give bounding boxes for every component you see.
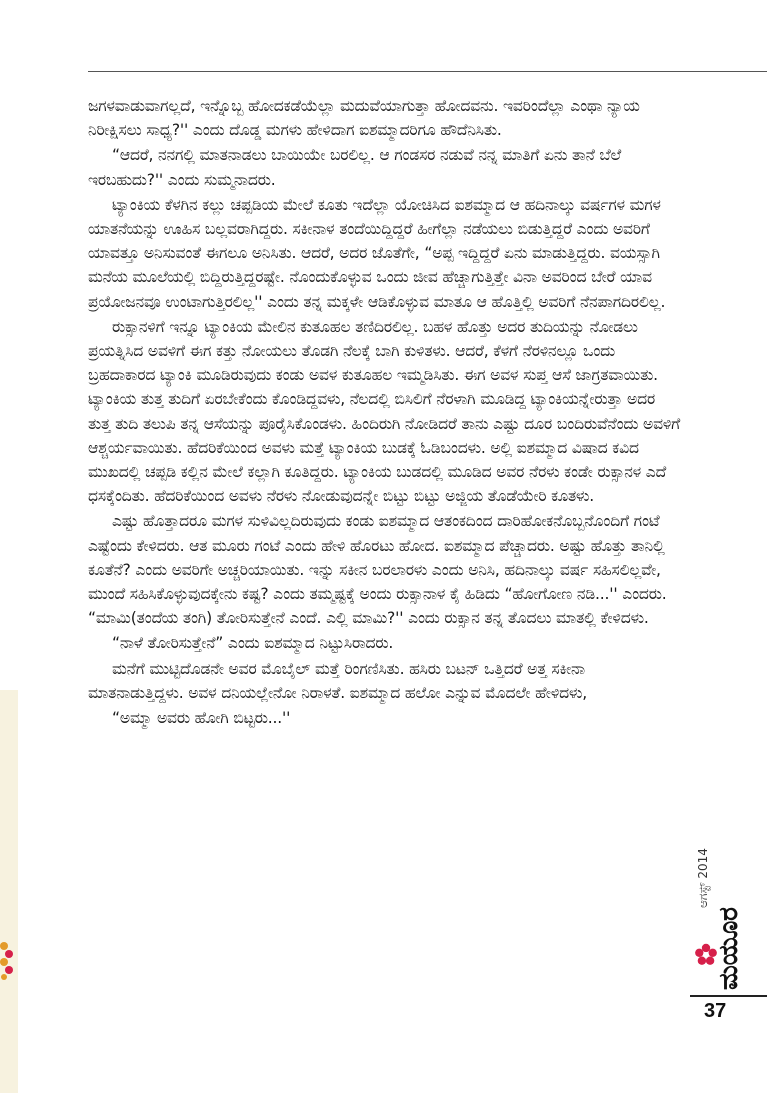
issue-date: ಆಗಸ್ಟ್ 2014 — [696, 848, 710, 908]
article-paragraph: ಎಷ್ಟು ಹೊತ್ತಾದರೂ ಮಗಳ ಸುಳಿವಿಲ್ಲದಿರುವುದು ಕಂಡು ಐಶಮ್ಮಾದ ಆತಂಕದಿಂದ ದಾರಿಹೋಕನೊಬ್ಬನೊಂದಿಗೆ ಗಂಟೆ ಎಷ್ಟೆಂದು ಕೇಳಿದರು. ಆತ ಮೂರು ಗಂಟೆ ಎಂದು ಹೇಳಿ ಹೊರಟು ಹೋದ. ಐಶಮ್ಮಾದ ಪೆಚ್ಚಾದರು. ಅಷ್ಟು ಹೊತ್ತು ತಾನಿಲ್ಲಿ ಕೂತೆನೆ? ಎಂದು ಅವರಿಗೇ ಅಚ್ಚರಿಯಾಯಿತು. ಇನ್ನು ಸಕೀನ ಬರಲಾರಳು ಎಂದು ಅನಿಸಿ, ಹದಿನಾಲ್ಕು ವರ್ಷ ಸಹಿಸಲಿಲ್ಲವೇ, ಮುಂದೆ ಸಹಿಸಿಕೊಳ್ಳುವುದಕ್ಕೇನು ಕಷ್ಟ? ಎಂದು ತಮ್ಮಷ್ಟಕ್ಕೆ ಅಂದು ರುಕ್ಸಾನಾಳ ಕೈ ಹಿಡಿದು “ಹೋಗೋಣ ನಡಿ...'' ಎಂದರು. “ಮಾಮಿ(ತಂದೆಯ ತಂಗಿ) ತೋರಿಸುತ್ತೇನೆ ಎಂದೆ. ಎಲ್ಲಿ ಮಾಮಿ?'' ಎಂದು ರುಕ್ಸಾನ ತನ್ನ ತೊದಲು ಮಾತಲ್ಲಿ ಕೇಳಿದಳು. — [88, 512, 667, 628]
article-paragraph: “ಆದರೆ, ನನಗಲ್ಲಿ ಮಾತನಾಡಲು ಬಾಯಿಯೇ ಬರಲಿಲ್ಲ. ಆ ಗಂಡಸರ ನಡುವೆ ನನ್ನ ಮಾತಿಗೆ ಏನು ತಾನೆ ಬೆಲೆ ಇರಬಹುದು?'' ಎಂದು ಸುಮ್ಮನಾದರು. — [88, 146, 622, 189]
article-paragraph: ಮನೆಗೆ ಮುಟ್ಟಿದೊಡನೇ ಅವರ ಮೊಬೈಲ್ ಮತ್ತೆ ರಿಂಗಣಿಸಿತು. ಹಸಿರು ಬಟನ್ ಒತ್ತಿದರೆ ಅತ್ತ ಸಕೀನಾ ಮಾತನಾಡುತ್ತಿದ್ದಳು. ಅವಳ ದನಿಯಲ್ಲೇನೋ ನಿರಾಳತೆ. ಐಶಮ್ಮಾದ ಹಲೋ ಎನ್ನುವ ಮೊದಲೇ ಹೇಳಿದಳು, — [88, 659, 587, 702]
article-paragraph: ಟ್ಯಾಂಕಿಯ ಕೆಳಗಿನ ಕಲ್ಲು ಚಪ್ಪಡಿಯ ಮೇಲೆ ಕೂತು ಇದೆಲ್ಲಾ ಯೋಚಿಸಿದ ಐಶಮ್ಮಾದ ಆ ಹದಿನಾಲ್ಕು ವರ್ಷಗಳ ಮಗಳ ಯಾತನೆಯನ್ನು ಊಹಿಸ ಬಲ್ಲವರಾಗಿದ್ದರು. ಸಕೀನಾಳ ತಂದೆಯಿದ್ದಿದ್ದರೆ ಹೀಗೆಲ್ಲಾ ನಡೆಯಲು ಬಿಡುತ್ತಿದ್ದರೆ ಎಂದು ಅವರಿಗೆ ಯಾವತ್ತೂ ಅನಿಸುವಂತೆ ಈಗಲೂ ಅನಿಸಿತು. ಆದರೆ, ಅದರ ಜೊತೆಗೇ, “ಅಪ್ಪ ಇದ್ದಿದ್ದರೆ ಏನು ಮಾಡುತ್ತಿದ್ದರು. ವಯಸ್ಸಾಗಿ ಮನೆಯ ಮೂಲೆಯಲ್ಲಿ ಬಿದ್ದಿರುತ್ತಿದ್ದರಷ್ಟೇ. ನೊಂದುಕೊಳ್ಳುವ ಒಂದು ಜೀವ ಹೆಚ್ಚಾಗುತ್ತಿತ್ತೇ ವಿನಾ ಅವರಿಂದ ಬೇರೆ ಯಾವ ಪ್ರಯೋಜನವೂ ಉಂಟಾಗುತ್ತಿರಲಿಲ್ಲ'' ಎಂದು ತನ್ನ ಮಕ್ಕಳೇ ಆಡಿಕೊಳ್ಳುವ ಮಾತೂ ಆ ಹೊತ್ತಿಲ್ಲಿ ಅವರಿಗೆ ನೆನಪಾಗದಿರಲಿಲ್ಲ. — [88, 195, 666, 311]
header-rule — [88, 71, 767, 72]
article-paragraph: “ಅಮ್ಮಾ ಅವರು ಹೋಗಿ ಬಿಟ್ಟರು...'' — [112, 709, 291, 728]
article-paragraph: ರುಕ್ಸಾನಳಿಗೆ ಇನ್ನೂ ಟ್ಯಾಂಕಿಯ ಮೇಲಿನ ಕುತೂಹಲ ತಣಿದಿರಲಿಲ್ಲ. ಬಹಳ ಹೊತ್ತು ಅದರ ತುದಿಯನ್ನು ನೋಡಲು ಪ್ರಯತ್ನಿಸಿದ ಅವಳಿಗೆ ಈಗ ಕತ್ತು ನೋಯಲು ತೊಡಗಿ ನೆಲಕ್ಕೆ ಬಾಗಿ ಕುಳಿತಳು. ಆದರೆ, ಕೆಳಗೆ ನೆರಳಿನಲ್ಲೂ ಒಂದು ಬ್ರಹದಾಕಾರದ ಟ್ಯಾಂಕಿ ಮೂಡಿರುವುದು ಕಂಡು ಅವಳ ಕುತೂಹಲ ಇಮ್ಮಡಿಸಿತು. ಈಗ ಅವಳ ಸುಪ್ತ ಆಸೆ ಜಾಗ್ರತವಾಯಿತು. ಟ್ಯಾಂಕಿಯ ತುತ್ತ ತುದಿಗೆ ಏರಬೇಕೆಂದು ಕೊಂಡಿದ್ದವಳು, ನೆಲದಲ್ಲಿ ಬಿಸಿಲಿಗೆ ನೆರಳಾಗಿ ಮೂಡಿದ್ದ ಟ್ಯಾಂಕಿಯನ್ನೇರುತ್ತಾ ಅದರ ತುತ್ತ ತುದಿ ತಲುಪಿ ತನ್ನ ಆಸೆಯನ್ನು ಪೂರೈಸಿಕೊಂಡಳು. ಹಿಂದಿರುಗಿ ನೋಡಿದರೆ ತಾನು ಎಷ್ಟು ದೂರ ಬಂದಿರುವೆನೆಂದು ಅವಳಿಗೆ ಆಶ್ಚರ್ಯವಾಯಿತು. ಹೆದರಿಕೆಯಿಂದ ಅವಳು ಮತ್ತೆ ಟ್ಯಾಂಕಿಯ ಬುಡಕ್ಕೆ ಓಡಿಬಂದಳು. ಅಲ್ಲಿ ಐಶಮ್ಮಾದ ವಿಷಾದ ಕವಿದ ಮುಖದಲ್ಲಿ ಚಪ್ಪಡಿ ಕಲ್ಲಿನ ಮೇಲೆ ಕಲ್ಲಾಗಿ ಕೂತಿದ್ದರು. ಟ್ಯಾಂಕಿಯ ಬುಡದಲ್ಲಿ ಮೂಡಿದ ಅವರ ನೆರಳು ಕಂಡೇ ರುಕ್ಸಾನಳ ಎದೆ ಧಸಕ್ಕೆಂದಿತು. ಹೆದರಿಕೆಯಿಂದ ಅವಳು ನೆರಳು ನೋಡುವುದನ್ನೇ ಬಿಟ್ಟು ಬಿಟ್ಟು ಅಜ್ಜಿಯ ತೊಡೆಯೇರಿ ಕೂತಳು. — [88, 317, 681, 506]
article-body — [88, 94, 682, 730]
magazine-masthead — [690, 800, 744, 990]
ornament-icon — [0, 940, 14, 980]
article-paragraph: ಜಗಳವಾಡುವಾಗಲ್ಲದೆ, ಇನ್ನೊಬ್ಬ ಹೋದಕಡೆಯೆಲ್ಲಾ ಮದುವೆಯಾಗುತ್ತಾ ಹೋದವನು. ಇವರಿಂದೆಲ್ಲಾ ಎಂಥಾ ನ್ಯಾಯ ನಿರೀಕ್ಷಿಸಲು ಸಾಧ್ಯ?'' ಎಂದು ದೊಡ್ಡ ಮಗಳು ಹೇಳಿದಾಗ ಐಶಮ್ಮಾದರಿಗೂ ಹೌದೆನಿಸಿತು. — [88, 97, 640, 140]
page-edge-strip — [0, 690, 18, 1093]
page-number: 37 — [704, 1000, 727, 1022]
magazine-brand: ಮಯೂರ — [714, 907, 744, 990]
article-paragraph: “ನಾಳೆ ತೋರಿಸುತ್ತೇನೆ” ಎಂದು ಐಶಮ್ಮಾದ ನಿಟ್ಟುಸಿರಾದರು. — [112, 634, 394, 653]
footer-rule — [690, 995, 767, 997]
